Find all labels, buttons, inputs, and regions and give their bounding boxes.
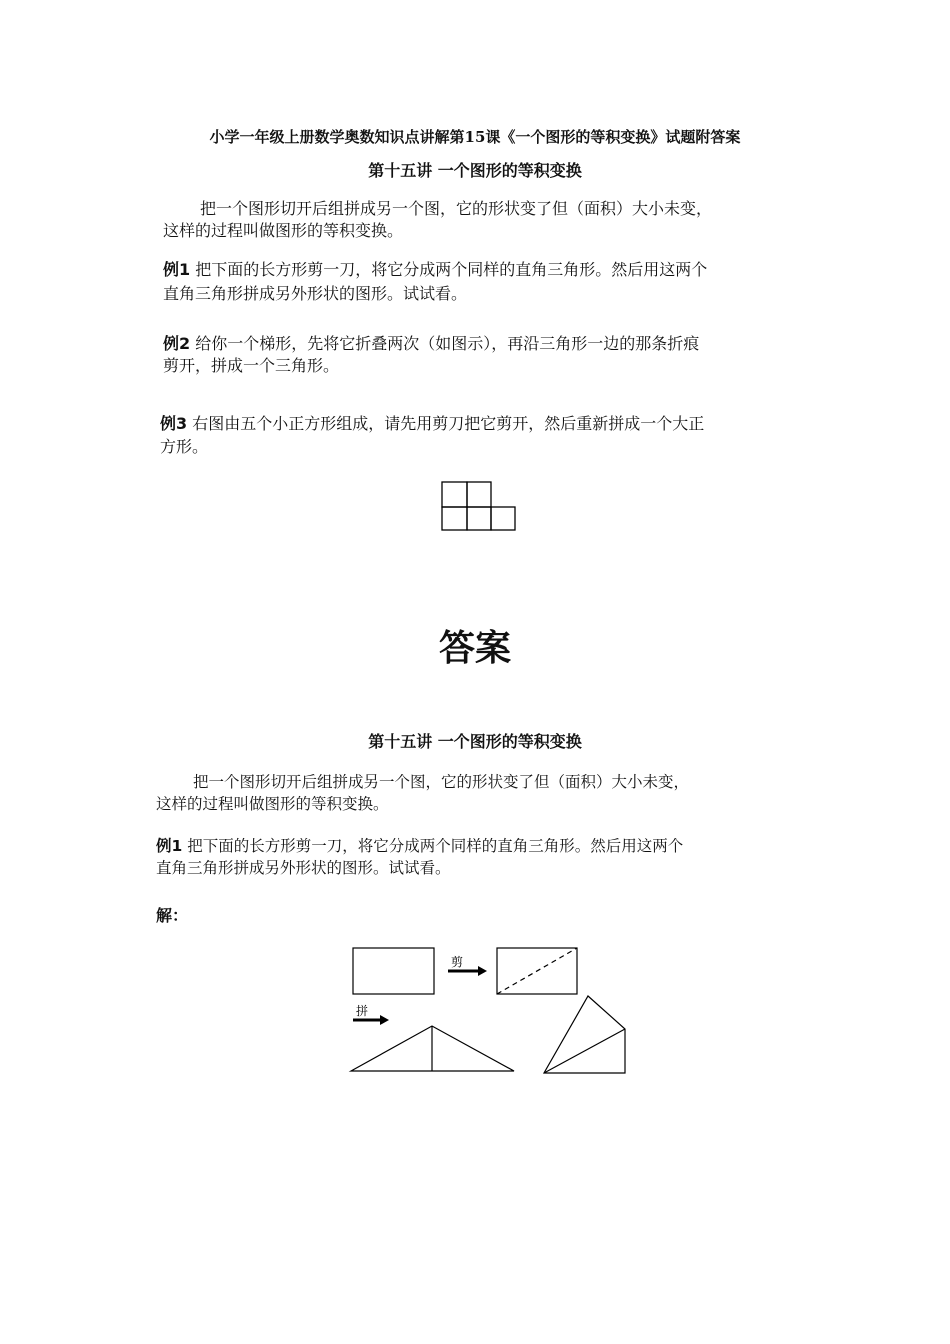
- join-arrow-head: [380, 1015, 389, 1025]
- answer-example-1-line-2: 直角三角形拼成另外形状的图形。试试看。: [156, 859, 451, 877]
- example-3-label: 例3: [160, 414, 188, 433]
- answer-intro-line-2: 这样的过程叫做图形的等积变换。: [156, 795, 389, 813]
- example-3-line-1: [160, 413, 704, 435]
- answer-intro-line-1: 把一个图形切开后组拼成另一个图，它的形状变了但（面积）大小未变，: [193, 773, 690, 791]
- solution-diagram: [340, 940, 640, 1080]
- example-2-label: 例2: [163, 334, 191, 353]
- answer-example-1-label: 例1: [156, 837, 183, 855]
- example-3-line-2: 方形。: [160, 437, 209, 456]
- example-3-text: 右图由五个小正方形组成，请先用剪刀把它剪开，然后重新拼成一个大正: [187, 414, 705, 433]
- example-1-label: 例1: [163, 260, 191, 279]
- square-bottom-right: [491, 507, 515, 530]
- example-2-line-2: 剪开，拼成一个三角形。: [163, 356, 340, 375]
- square-top-right: [467, 482, 491, 507]
- square-bottom-left: [442, 507, 467, 530]
- example-2-line-1: [163, 333, 699, 355]
- solution-label: 解：: [156, 906, 189, 925]
- example-2-text: 给你一个梯形，先将它折叠两次（如图示），再沿三角形一边的那条折痕: [190, 334, 700, 353]
- answer-example-1-text: 把下面的长方形剪一刀，将它分成两个同样的直角三角形。然后用这两个: [182, 837, 684, 855]
- answer-example-1-line-1: [156, 835, 683, 857]
- lecture-title: 第十五讲 一个图形的等积变换: [368, 161, 582, 180]
- cut-arrow-head: [478, 966, 487, 976]
- intro-line-1: 把一个图形切开后组拼成另一个图，它的形状变了但（面积）大小未变，: [200, 199, 713, 218]
- example-1-line-1: [163, 259, 707, 281]
- example-1-text: 把下面的长方形剪一刀，将它分成两个同样的直角三角形。然后用这两个: [190, 260, 708, 279]
- example-1-line-2: 直角三角形拼成另外形状的图形。试试看。: [163, 284, 468, 303]
- intro-line-2: 这样的过程叫做图形的等积变换。: [163, 221, 404, 240]
- square-top-left: [442, 482, 467, 507]
- square-bottom-middle: [467, 507, 491, 530]
- join-label: 拼: [356, 1004, 369, 1018]
- cut-label: 剪: [451, 955, 464, 969]
- five-squares-figure: [440, 480, 520, 532]
- cut-diagonal-line: [497, 948, 577, 994]
- joined-quadrilateral: [544, 996, 625, 1073]
- answer-heading: 答案: [438, 627, 511, 669]
- original-rectangle: [353, 948, 434, 994]
- answer-lecture-title: 第十五讲 一个图形的等积变换: [368, 732, 582, 751]
- document-title: 小学一年级上册数学奥数知识点讲解第15课《一个图形的等积变换》试题附答案: [209, 128, 741, 146]
